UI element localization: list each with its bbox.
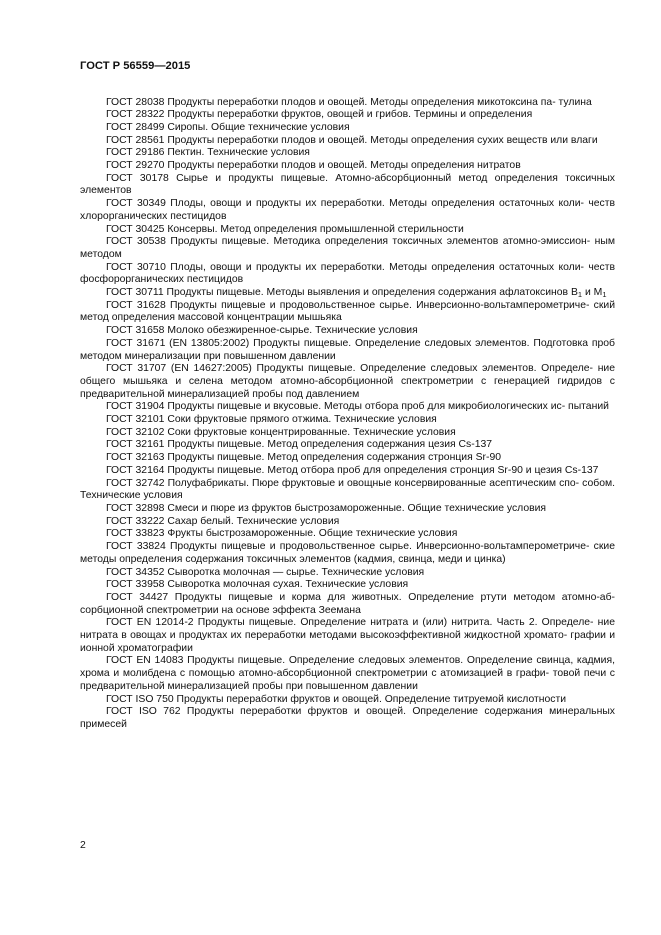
reference-code: ГОСТ 31904 <box>106 401 165 413</box>
reference-title: Продукты пищевые. Метод определения содержания стронция Sr-90 <box>167 452 501 464</box>
reference-code: ГОСТ 28322 <box>106 109 165 121</box>
reference-item <box>80 173 615 198</box>
reference-item <box>80 655 615 693</box>
reference-code: ГОСТ 33222 <box>106 515 165 527</box>
reference-item <box>80 262 615 287</box>
reference-code: ГОСТ ISO 750 <box>106 693 174 705</box>
reference-title: Продукты пищевые. Метод определения содержания цезия Cs-137 <box>167 439 493 451</box>
reference-item <box>80 338 615 363</box>
reference-title: Продукты пищевые. Определение следовых элементов. Определение свинца, кадмия, хрома и молибдена с помощью атомно-абсорбционной спектрометрии с атомизацией в графи- товой печи с предварительной минерализацией пробы при повышенном давлении <box>80 655 616 692</box>
reference-item <box>80 617 615 655</box>
reference-code: ГОСТ 28499 <box>106 121 165 133</box>
reference-title: Продукты пищевые. Определение следовых элементов. Подготовка проб методом минерализации при повышенном давлении <box>80 337 616 362</box>
reference-item <box>80 109 615 122</box>
reference-title: Продукты пищевые и вкусовые. Методы отбора проб для микробиологических ис- пытаний <box>167 401 609 413</box>
reference-code: ГОСТ 30425 <box>106 223 165 235</box>
subscript: 1 <box>577 290 583 300</box>
reference-title: Консервы. Метод определения промышленной стерильности <box>167 223 464 235</box>
reference-title: Пектин. Технические условия <box>167 147 310 159</box>
reference-title: Продукты переработки фруктов, овощей и грибов. Термины и определения <box>167 109 533 121</box>
reference-item <box>80 97 615 110</box>
reference-title: Молоко обезжиренное-сырье. Технические условия <box>167 325 418 337</box>
reference-code: ГОСТ 32101 <box>106 414 165 426</box>
reference-title: Продукты переработки плодов и овощей. Методы определения сухих веществ или влаги <box>167 134 598 146</box>
reference-code: ГОСТ 29270 <box>106 160 165 172</box>
page-number: 2 <box>80 840 86 851</box>
reference-title: Соки фруктовые концентрированные. Технические условия <box>167 426 456 438</box>
reference-title: Продукты переработки фруктов и овощей. Определение содержания минеральных примесей <box>80 706 615 730</box>
reference-title: Продукты пищевые. Метод отбора проб для определения стронция Sr-90 и цезия Cs-137 <box>167 464 599 476</box>
reference-title: Продукты переработки плодов и овощей. Методы определения микотоксина па- тулина <box>167 96 592 108</box>
reference-code: ГОСТ 28561 <box>106 134 165 146</box>
reference-item <box>80 579 615 592</box>
reference-title: Продукты пищевые. Определение нитрата и (или) нитрита. Часть 2. Определе- ние нитрата в овощах и продуктах их переработки методами высокоэффективной жидкостной хромато- графии и ионной хроматографии <box>80 617 615 654</box>
reference-code: ГОСТ 34352 <box>106 566 165 578</box>
reference-code: ГОСТ 31707 (EN 14627:2005) <box>106 363 252 375</box>
reference-item <box>80 478 615 503</box>
reference-title: Продукты пищевые. Методы выявления и определения содержания афлатоксинов B <box>166 287 578 299</box>
reference-code: ГОСТ 28038 <box>106 96 165 108</box>
reference-item <box>80 224 615 237</box>
reference-code: ГОСТ 31658 <box>106 325 165 337</box>
reference-code: ГОСТ ISO 762 <box>106 706 181 718</box>
reference-code: ГОСТ 33824 <box>106 541 166 553</box>
reference-code: ГОСТ EN 12014-2 <box>106 617 194 629</box>
reference-title: Смеси и пюре из фруктов быстрозамороженные. Общие технические условия <box>167 503 547 514</box>
reference-item <box>80 541 615 566</box>
reference-item <box>80 198 615 223</box>
reference-title: Соки фруктовые прямого отжима. Технические условия <box>167 414 437 426</box>
reference-code: ГОСТ 32164 <box>106 464 165 476</box>
reference-title: Продукты пищевые и продовольственное сырье. Инверсионно-вольтамперометриче- ские методы определения содержания токсичных элементов (кадмия, свинца, меди и цинка) <box>80 541 615 565</box>
reference-item <box>80 592 615 617</box>
document-header: ГОСТ Р 56559—2015 <box>80 60 191 72</box>
reference-title: Сыворотка молочная — сырье. Технические условия <box>167 566 425 578</box>
subscript: 1 <box>602 290 607 300</box>
reference-code: ГОСТ 30538 <box>106 236 166 248</box>
reference-code: ГОСТ 32742 <box>106 477 165 489</box>
reference-item <box>80 287 615 300</box>
reference-title: Продукты переработки фруктов и овощей. Определение титруемой кислотности <box>176 693 567 705</box>
reference-code: ГОСТ 32161 <box>106 439 165 451</box>
reference-item <box>80 439 615 452</box>
reference-title: Продукты пищевые и корма для животных. Определение ртути методом атомно-аб- сорбционной спектрометрии на основе эффекта Зеемана <box>80 591 615 616</box>
reference-code: ГОСТ 31628 <box>106 299 166 311</box>
reference-item <box>80 694 615 707</box>
reference-item <box>80 567 615 580</box>
reference-item <box>80 452 615 465</box>
reference-code: ГОСТ 30711 <box>106 287 164 299</box>
reference-item <box>80 401 615 414</box>
reference-title: Сыворотка молочная сухая. Технические условия <box>167 579 409 591</box>
reference-code: ГОСТ 34427 <box>106 591 169 603</box>
reference-item <box>80 236 615 261</box>
reference-title: Продукты пищевые. Определение следовых элементов. Определе- ние общего мышьяка и селена методом атомно-абсорбционной спектрометрии с генерацией гидридов с предварительной минерализацией пробы под давлением <box>80 363 616 400</box>
reference-code: ГОСТ 30178 <box>106 172 169 184</box>
reference-title: Плоды, овощи и продукты их переработки. Методы определения остаточных коли- честв хлорорганических пестицидов <box>80 198 615 222</box>
reference-item <box>80 135 615 148</box>
reference-item <box>80 300 615 325</box>
reference-item <box>80 465 615 478</box>
reference-code: ГОСТ 29186 <box>106 147 165 159</box>
reference-code: ГОСТ 33958 <box>106 579 165 591</box>
reference-title: Сахар белый. Технические условия <box>167 515 340 527</box>
reference-code: ГОСТ 32898 <box>106 503 165 514</box>
reference-item <box>80 147 615 160</box>
reference-code: ГОСТ 30349 <box>106 198 166 210</box>
reference-code: ГОСТ EN 14083 <box>106 655 184 667</box>
reference-title: Продукты переработки плодов и овощей. Методы определения нитратов <box>167 160 521 172</box>
reference-item <box>80 363 615 401</box>
reference-item <box>80 427 615 440</box>
reference-title: Сиропы. Общие технические условия <box>167 121 350 133</box>
reference-title-part: и M <box>582 287 603 299</box>
reference-item <box>80 503 615 516</box>
reference-title: Продукты пищевые и продовольственное сырье. Инверсионно-вольтамперометриче- ский метод определения массовой концентрации мышьяка <box>80 299 615 324</box>
reference-item <box>80 528 615 541</box>
reference-item <box>80 122 615 135</box>
reference-title: Фрукты быстрозамороженные. Общие технические условия <box>167 528 458 540</box>
reference-code: ГОСТ 32163 <box>106 452 165 464</box>
reference-item <box>80 160 615 173</box>
reference-code: ГОСТ 32102 <box>106 426 165 438</box>
reference-item <box>80 325 615 338</box>
reference-code: ГОСТ 31671 (EN 13805:2002) <box>106 337 250 349</box>
reference-title: Продукты пищевые. Методика определения токсичных элементов атомно-эмиссион- ным методом <box>80 236 615 260</box>
reference-item <box>80 706 615 731</box>
references-list <box>80 97 615 732</box>
reference-code: ГОСТ 30710 <box>106 261 166 273</box>
reference-item <box>80 414 615 427</box>
reference-title: Сырье и продукты пищевые. Атомно-абсорбционный метод определения токсичных элементов <box>80 172 615 197</box>
reference-item <box>80 516 615 529</box>
reference-title: Плоды, овощи и продукты их переработки. Методы определения остаточных коли- честв фосфорорганических пестицидов <box>80 261 615 286</box>
reference-code: ГОСТ 33823 <box>106 528 165 540</box>
reference-title: Полуфабрикаты. Пюре фруктовые и овощные консервированные асептическим спо- собом. Технические условия <box>80 477 616 502</box>
